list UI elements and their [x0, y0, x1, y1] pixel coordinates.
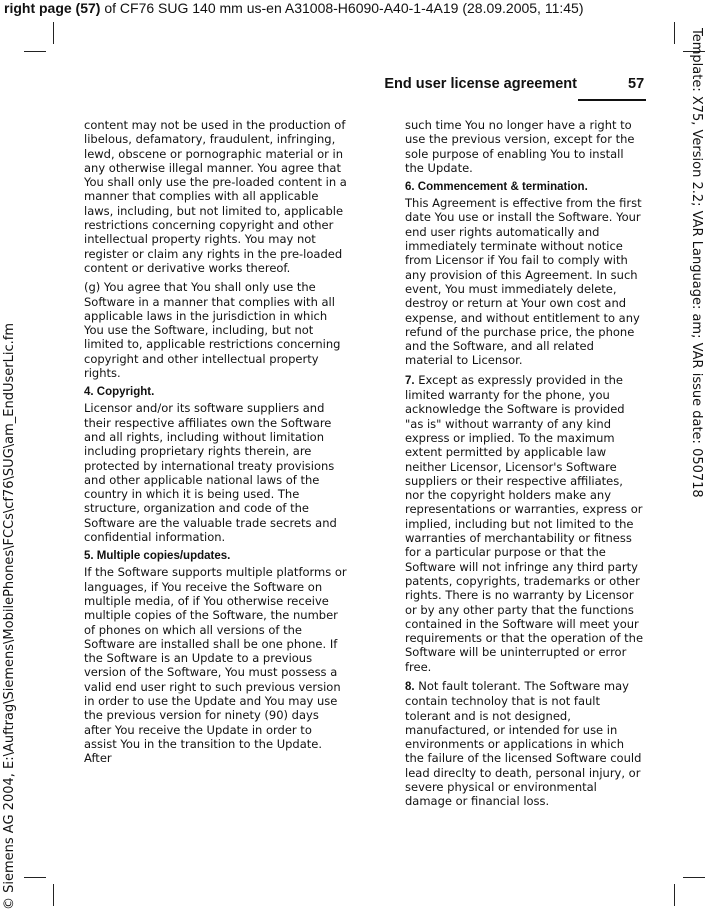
paragraph: If the Software supports multiple platforms or languages, if You receive the Software on multiple media, of if You otherwise receive multiple copies of the Software, the number of phones on which all versions of the Software are installed shall be one phone. If the Software is an Update to a previous version of the Software, You must possess a valid end user right to such previous version in order to use the Update and You may use the previous version for ninety (90) days after You receive the Update in order to assist You in the transition to the Update. After: [84, 565, 347, 766]
crop-mark: [674, 884, 675, 906]
crop-mark: [674, 22, 675, 44]
print-job-line: [4, 0, 584, 16]
paragraph: Licensor and/or its software suppliers and their respective affiliates own the Software and all rights, including without limitation including proprietary rights therein, are protected by international treaty provisions and other applicable national laws of the country in which it is being used. The structure, organization and code of the Software are the valuable trade secrets and confidential information.: [84, 401, 337, 545]
paragraph-fault-tolerance: [405, 679, 645, 809]
paragraph: This Agreement is effective from the first date You use or install the Software. Your end user rights automatically and immediately terminate without notice from Licensor if You fail to comply with any provision of this Agreement. In such event, You must immediately delete, destroy or return at Your own cost and expense, and without entitlement to any refund of the purchase price, the phone and the Software, and all related material to Licensor.: [405, 196, 642, 368]
header-rule: [578, 99, 646, 101]
paragraph: such time You no longer have a right to use the previous version, except for the sole purpose of enabling You to install the Update.: [405, 118, 635, 175]
paragraph: (g) You agree that You shall only use the Software in a manner that complies with all applicable laws in the jurisdiction in which You use the Software, including, but not limited to, applicable restrictions concerning copyright and other intellectual property rights.: [84, 280, 341, 381]
section-heading-copyright: 4. Copyright.: [84, 386, 155, 399]
left-column: [84, 118, 348, 770]
section-number: 8.: [405, 680, 415, 693]
print-job-details: of CF76 SUG 140 mm us-en A31008-H6090-A40-1-4A19 (28.09.2005, 11:45): [100, 0, 584, 16]
paragraph-text: Except as expressly provided in the limited warranty for the phone, you acknowledge the Software is provided "as is" without warranty of any kind express or implied. To the maximum extent permitted by applicable law neither Licensor, Licensor's Software suppliers or their respective affiliates, nor the copyright holders make any representations or warranties, express or implied, including but not limited to the warranties of merchantability or fitness for a particular purpose or that the Software will not infringe any third party patents, copyrights, trademarks or other rights. There is no warranty by Licensor or by any other party that the functions contained in the Software will meet your requirements or that the operation of the Software will be uninterrupted or error free.: [405, 372, 644, 674]
crop-mark: [53, 22, 54, 44]
section-number: 7.: [405, 374, 415, 387]
section-heading-commencement: 6. Commencement & termination.: [405, 181, 588, 194]
page-header-title: End user license agreement: [384, 76, 577, 92]
crop-mark: [24, 877, 46, 878]
crop-mark: [53, 884, 54, 906]
copyright-path: © Siemens AG 2004, E:\Auftrag\Siemens\MobilePhones\FCCs\cf76\SUG\am_EndUserLic.fm: [2, 323, 17, 910]
template-info: Template: X75, Version 2.2; VAR Language: am; VAR issue date: 050718: [689, 28, 704, 498]
paragraph-text: Not fault tolerant. The Software may contain technoloy that is not fault tolerant and is not designed, manufactured, or intended for use in environments or applications in which the failure of the licensed Software could lead direclty to death, personal injury, or severe physical or environmental damage or financial loss.: [405, 678, 642, 809]
right-column: [405, 118, 645, 814]
paragraph-warranty: [405, 373, 645, 674]
page-number: 57: [628, 76, 645, 92]
paragraph: content may not be used in the production of libelous, defamatory, fraudulent, infringing, lewd, obscene or pornographic material or in any otherwise illegal manner. You agree that You shall only use the pre-loaded content in a manner that complies with all applicable laws, including, but not limited to, applicable restrictions concerning copyright and other intellectual property rights. You may not register or claim any rights in the pre-loaded content or derivative works thereof.: [84, 118, 347, 275]
print-job-page: right page (57): [4, 0, 101, 16]
section-heading-multiple-copies: 5. Multiple copies/updates.: [84, 550, 231, 563]
crop-mark: [24, 51, 46, 52]
